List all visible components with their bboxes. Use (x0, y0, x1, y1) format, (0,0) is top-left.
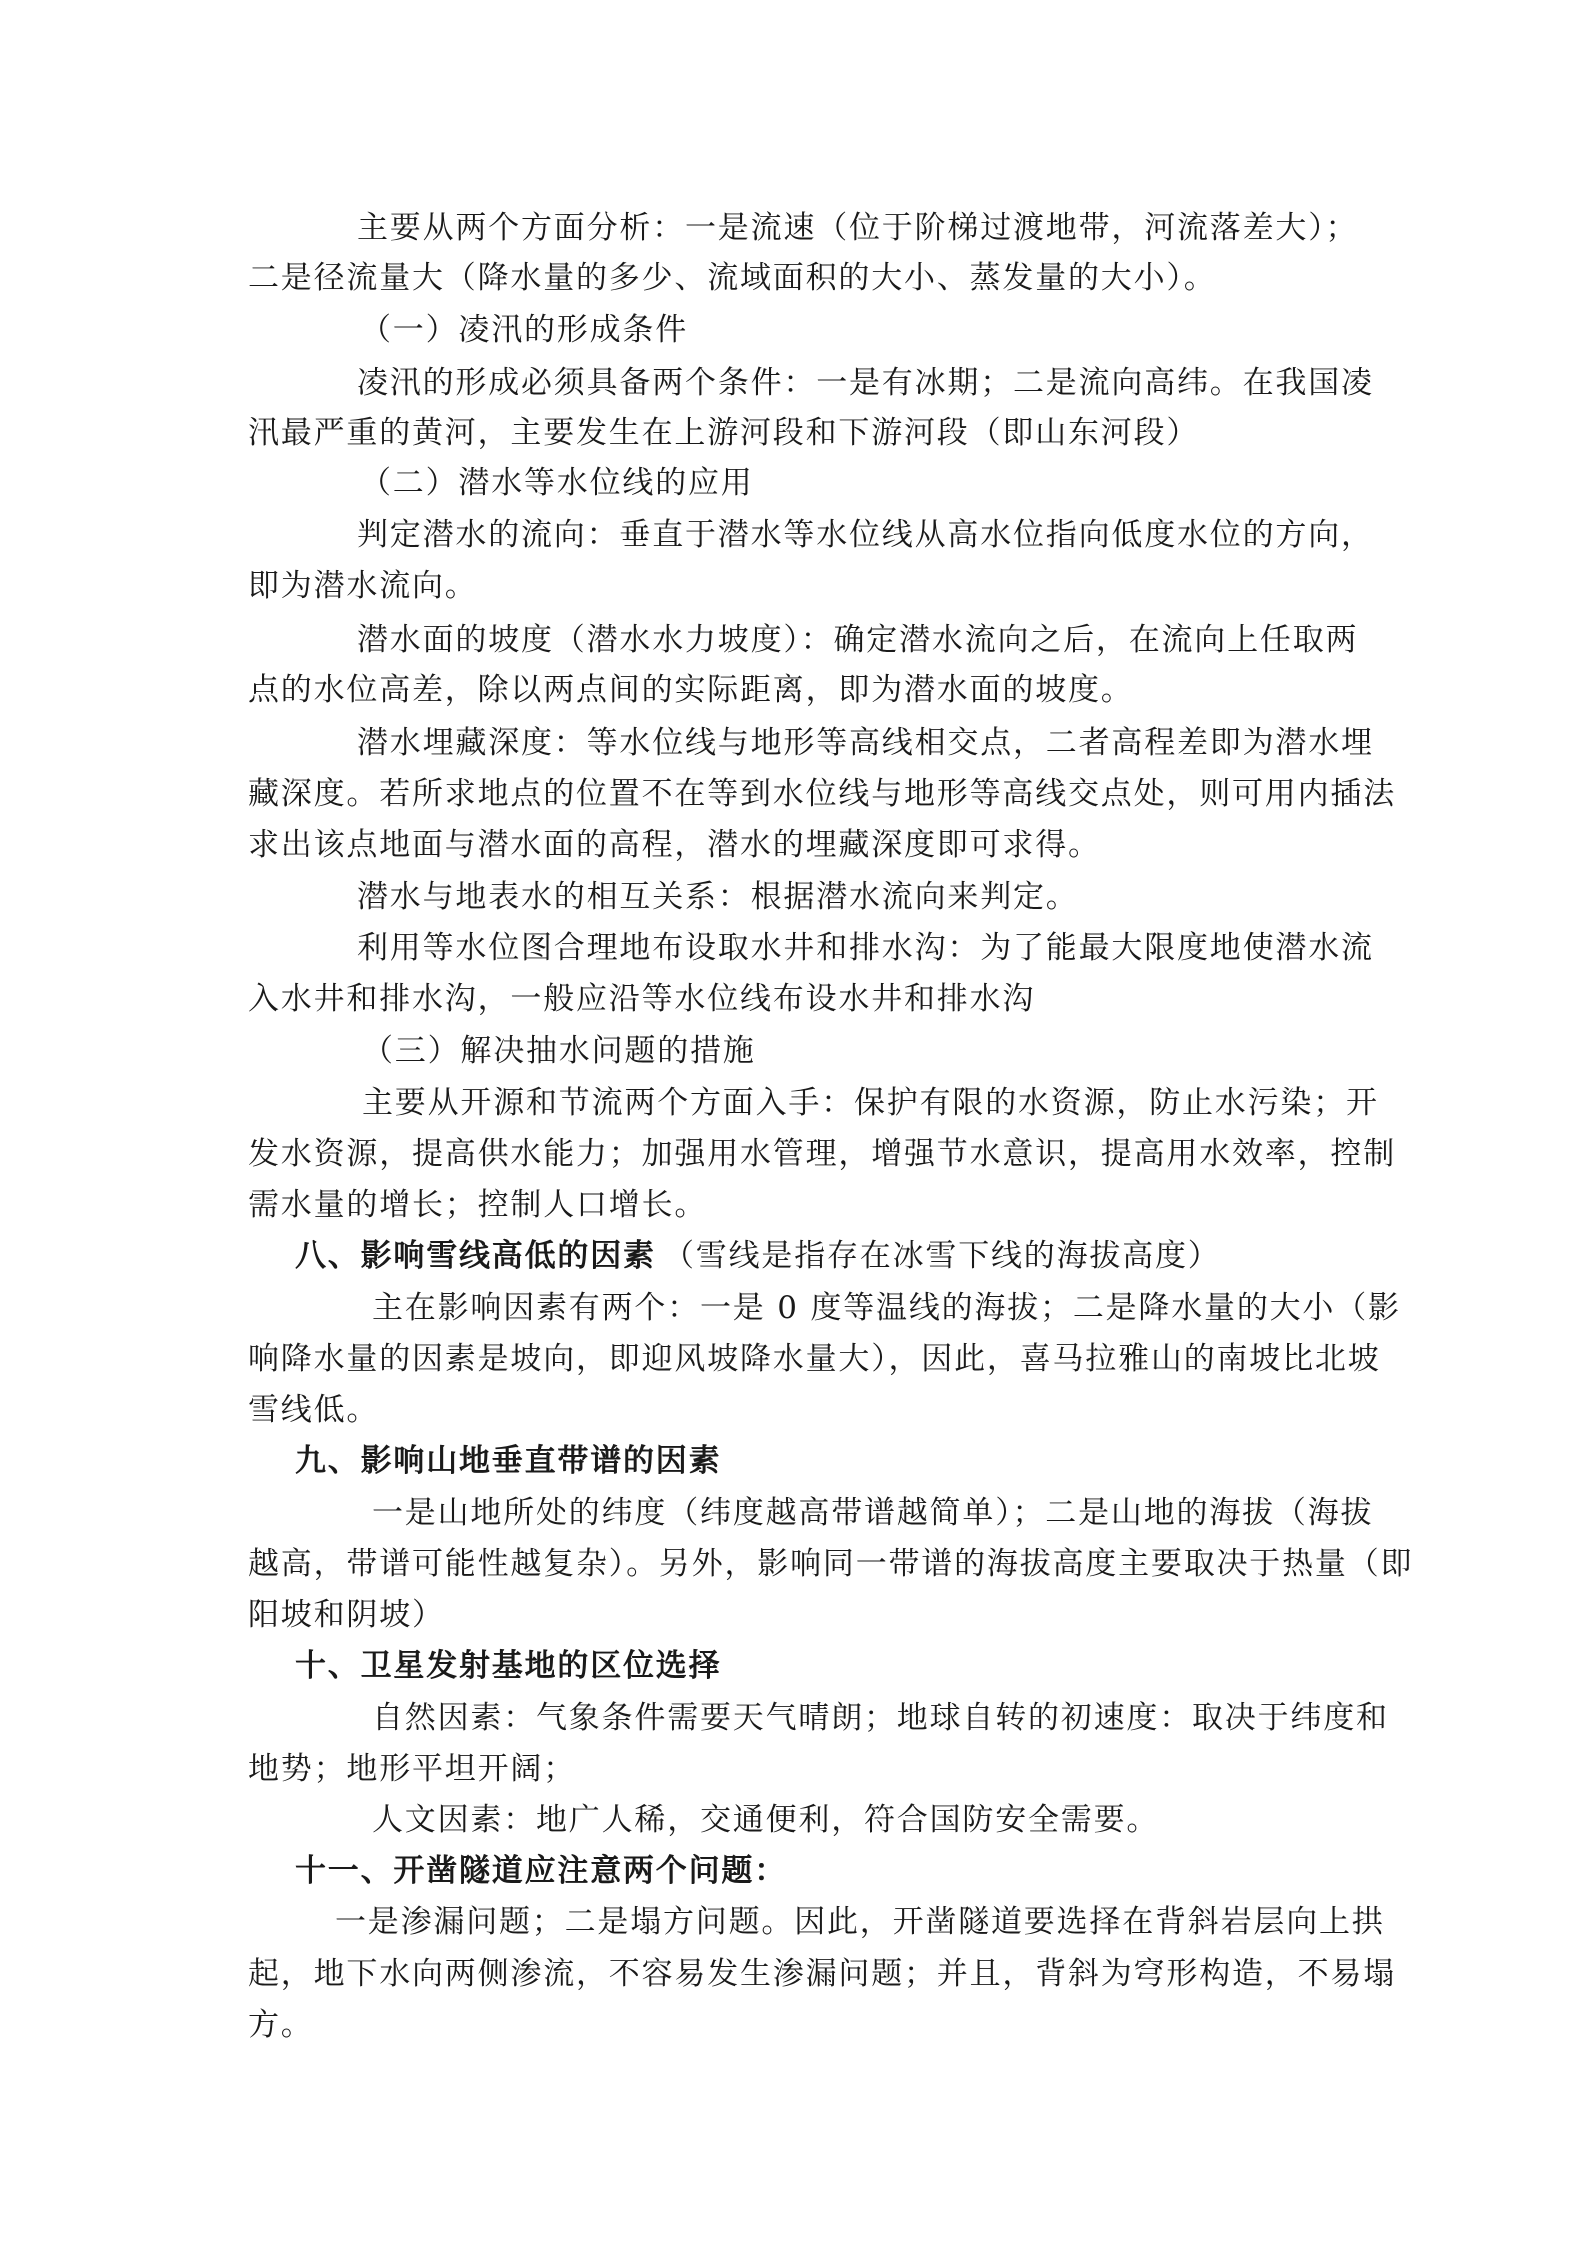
text-line: 即为潜水流向。 (248, 568, 478, 604)
chapter-heading: 十、卫星发射基地的区位选择 (295, 1648, 722, 1684)
text-line: 需水量的增长；控制人口增长。 (248, 1187, 708, 1223)
text-line: 主要从两个方面分析：一是流速（位于阶梯过渡地带，河流落差大）； (357, 210, 1359, 246)
text-line: 发水资源，提高供水能力；加强用水管理，增强节水意识，提高用水效率，控制 (248, 1136, 1396, 1172)
text-line: 入水井和排水沟，一般应沿等水位线布设水井和排水沟 (248, 981, 1036, 1017)
text-line: 起，地下水向两侧渗流，不容易发生渗漏问题；并且，背斜为穹形构造，不易塌 (248, 1956, 1396, 1992)
text-line: 响降水量的因素是坡向，即迎风坡降水量大），因此，喜马拉雅山的南坡比北坡 (248, 1341, 1381, 1377)
text-line: 自然因素：气象条件需要天气晴朗；地球自转的初速度：取决于纬度和 (372, 1700, 1389, 1736)
text-line: 一是山地所处的纬度（纬度越高带谱越简单）；二是山地的海拔（海拔 (372, 1495, 1374, 1531)
text-line: 主要从开源和节流两个方面入手：保护有限的水资源，防止水污染；开 (362, 1085, 1379, 1121)
text-line: 雪线低。 (248, 1392, 380, 1428)
text-line: 地势；地形平坦开阔； (248, 1751, 576, 1787)
chapter-heading: 十一、开凿隧道应注意两个问题： (295, 1853, 787, 1889)
chapter-heading: 八、影响雪线高低的因素 (295, 1238, 656, 1274)
heading-note: （雪线是指存在冰雪下线的海拔高度） (663, 1238, 1221, 1274)
text-line: 二是径流量大（降水量的多少、流域面积的大小、蒸发量的大小）。 (248, 260, 1217, 296)
text-line: 潜水与地表水的相互关系：根据潜水流向来判定。 (357, 879, 1079, 915)
section-heading: （一）凌汛的形成条件 (360, 312, 688, 348)
text-line: 主在影响因素有两个：一是 0 度等温线的海拔；二是降水量的大小（影 (372, 1290, 1401, 1326)
text-line: 凌汛的形成必须具备两个条件：一是有冰期；二是流向高纬。在我国凌 (357, 365, 1374, 401)
text-line: 一是渗漏问题；二是塌方问题。因此，开凿隧道要选择在背斜岩层向上拱 (335, 1904, 1385, 1940)
section-heading: （二）潜水等水位线的应用 (360, 465, 754, 501)
text-line: 人文因素：地广人稀，交通便利，符合国防安全需要。 (372, 1802, 1160, 1838)
text-line: 潜水面的坡度（潜水水力坡度）：确定潜水流向之后，在流向上任取两 (357, 622, 1359, 658)
text-line: 藏深度。若所求地点的位置不在等到水位线与地形等高线交点处，则可用内插法 (248, 776, 1396, 812)
text-line: 点的水位高差，除以两点间的实际距离，即为潜水面的坡度。 (248, 672, 1134, 708)
chapter-heading: 九、影响山地垂直带谱的因素 (295, 1443, 722, 1479)
text-line: 方。 (248, 2007, 314, 2043)
section-heading: （三）解决抽水问题的措施 (362, 1033, 756, 1069)
text-line: 求出该点地面与潜水面的高程，潜水的埋藏深度即可求得。 (248, 827, 1101, 863)
text-line: 潜水埋藏深度：等水位线与地形等高线相交点，二者高程差即为潜水埋 (357, 725, 1374, 761)
text-line: 阳坡和阴坡） (248, 1597, 445, 1633)
text-line: 汛最严重的黄河，主要发生在上游河段和下游河段（即山东河段） (248, 415, 1200, 451)
text-line: 判定潜水的流向：垂直于潜水等水位线从高水位指向低度水位的方向， (357, 517, 1374, 553)
text-line: 利用等水位图合理地布设取水井和排水沟：为了能最大限度地使潜水流 (357, 930, 1374, 966)
text-line: 越高，带谱可能性越复杂）。另外，影响同一带谱的海拔高度主要取决于热量（即 (248, 1546, 1414, 1582)
